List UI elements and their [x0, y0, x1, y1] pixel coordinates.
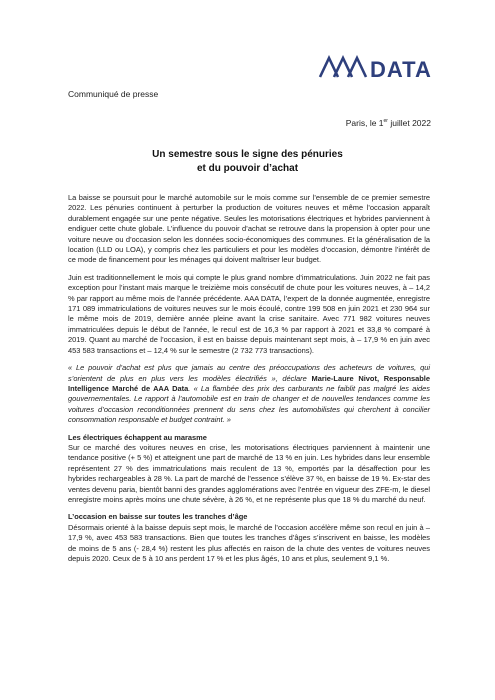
section-text-electric: Sur ce marché des voitures neuves en crise, les motorisations électriques parviennent à maintenir une tendance positive (+ 5 %) et atteignent une part de marché de 13 % en juin. Les hybrides dans leur ensemble représentent 27 % des immatriculations mais reculent de 13 %, emportés par la désaffection pour les hybrides rechargeables à 28 %. La part de marché de l’essence s’élève 37 %, en baisse de 19 %. Ex-star des ventes devenu paria, bientôt banni des grandes agglomérations avec l’entrée en vigueur des ZFE-m, le diesel enregistre moins après moins une chute sévère, à 26 %, et ne représente plus que 18 % du marché du neuf.	[68, 442, 430, 504]
dateline-superscript: er	[383, 118, 388, 125]
section-heading-electric: Les électriques échappent au marasme	[68, 432, 207, 442]
section-heading-used-cars: L’occasion en baisse sur toutes les tranches d’âge	[68, 512, 248, 522]
title-line-2: et du pouvoir d’achat	[196, 163, 299, 174]
section-text-used-cars: Désormais orienté à la baisse depuis sept mois, le marché de l’occasion accélère même son recul en juin à – 17,9 %, avec 453 583 transactions. Bien que toutes les tranches d’âges s’inscrivent en baisse, les modèles de moins de 5 ans (- 28,4 %) restent les plus affectés en raison de la chute des ventes de voitures neuves depuis 2020. Ceux de 5 à 10 ans perdent 17 % et les plus âgés, 10 ans et plus, seulement 9,1 %.	[68, 522, 430, 563]
intro-paragraph: La baisse se poursuit pour le marché automobile sur le mois comme sur l’ensemble de ce premier semestre 2022. Les pénuries continuent à perturber la production de voitures neuves et même l’occasion apparaît durablement engagée sur une pente négative. Seules les motorisations électriques et hybrides parviennent à endiguer cette chute globale. L’influence du pouvoir d’achat se retrouve dans la propension à opter pour une voiture neuve ou d’occasion selon les données socio-économiques des communes. Et la généralisation de la location (LLD ou LOA), y compris chez les particuliers et pour les modèles d’occasion, démontre l’intérêt de ce mode de financement pour les ménages qui doivent maîtriser leur budget.	[68, 193, 430, 265]
document-type-label: Communiqué de presse	[68, 89, 159, 99]
article-body	[68, 193, 430, 571]
document-title	[0, 148, 495, 176]
dateline-prefix: Paris, le 1	[345, 118, 384, 128]
aaadata-logo-icon	[318, 55, 468, 79]
dateline	[346, 118, 431, 128]
dateline-suffix: juillet 2022	[387, 118, 431, 128]
quote-speaker: Marie-Laure Nivot, Responsable Intelligence Marché de AAA Data	[68, 373, 431, 393]
company-logo	[318, 55, 468, 79]
svg-text:DATA: DATA	[370, 57, 432, 79]
title-line-1: Un semestre sous le signe des pénuries	[152, 149, 343, 160]
quote-paragraph	[68, 363, 430, 425]
quote-part-1: « Le pouvoir d’achat est plus que jamais au centre des préoccupations des acheteurs de voitures, qui s’orientent de plus en plus vers les modèles électrifiés », déclare	[68, 363, 430, 383]
market-paragraph: Juin est traditionnellement le mois qui compte le plus grand nombre d’immatriculations. Juin 2022 ne fait pas exception pour l’instant mais marque le treizième mois consécutif de chute pour les voitures neuves, à – 14,2 % par rapport au même mois de l’année précédente. AAA DATA, l’expert de la donnée augmentée, enregistre 171 089 immatriculations de voitures neuves sur le mois écoulé, contre 199 508 en juin 2021 et 230 964 sur le même mois de 2019, dernière année pleine avant la crise sanitaire. Avec 771 982 voitures neuves immatriculées depuis le début de l’année, le recul est de 16,3 % par rapport à 2021 et 33,8 % comparé à 2019. Quant au marché de l’occasion, il est en baisse depuis maintenant sept mois, à – 17,9 % en juin avec 453 583 transactions et – 12,4 % sur le semestre (2 732 773 transactions).	[68, 272, 430, 355]
quote-part-2: . « La flambée des prix des carburants ne faiblit pas malgré les aides gouvernementales. Le rapport à l’automobile est en train de changer et de nouvelles tendances comme les voitures d’occasion reconditionnées prennent du sens chez les automobilistes qui cherchent à concilier consommation responsable et budget contraint. »	[68, 383, 430, 425]
